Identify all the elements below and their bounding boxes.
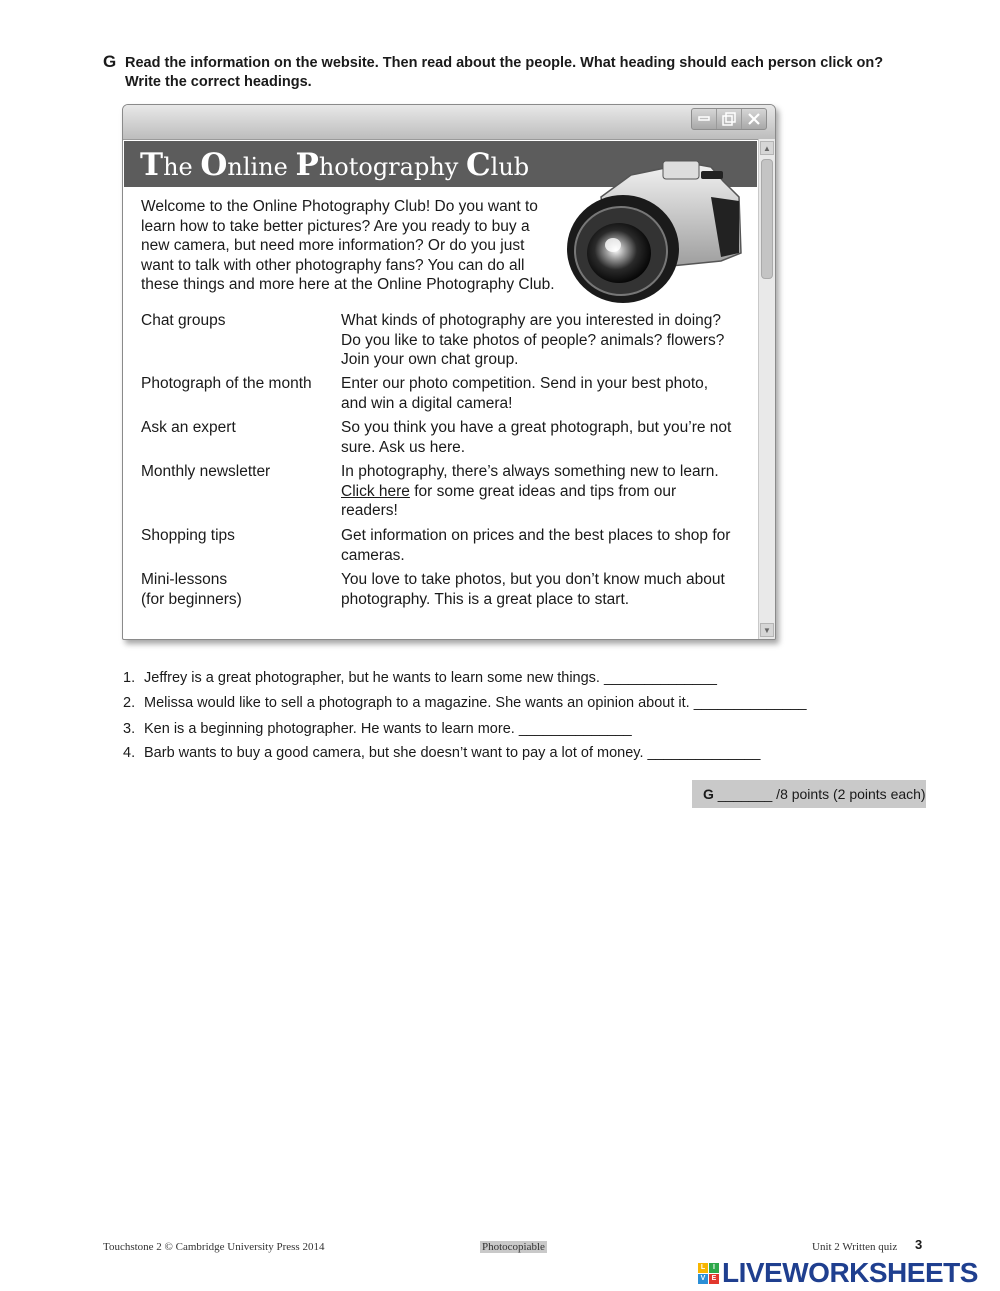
question-number: 3. — [123, 721, 136, 737]
title-part: he — [163, 153, 201, 181]
title-part: lub — [490, 153, 530, 181]
menu-heading[interactable]: Shopping tips — [141, 527, 235, 544]
maximize-icon[interactable] — [717, 109, 742, 129]
question-text: Ken is a beginning photographer. He wants to learn more. ______________ — [144, 721, 632, 737]
menu-desc-line: You love to take photos, but you don’t know much about — [341, 571, 725, 588]
vertical-scrollbar[interactable] — [758, 139, 775, 639]
menu-desc-line: What kinds of photography are you interested in doing? — [341, 312, 721, 329]
score-letter: G — [703, 786, 714, 802]
score-text: _______ /8 points (2 points each) — [713, 786, 926, 802]
close-icon[interactable] — [742, 109, 766, 129]
question-text: Melissa would like to sell a photograph to a magazine. She wants an opinion about it. ______________ — [144, 695, 807, 711]
menu-description — [341, 374, 751, 413]
footer-copyright: Touchstone 2 © Cambridge University Press 2014 — [103, 1241, 325, 1253]
question-item — [123, 695, 807, 711]
menu-desc-line: cameras. — [341, 546, 405, 564]
liveworksheets-logo — [698, 1257, 978, 1289]
menu-heading[interactable]: Photograph of the month — [141, 375, 312, 392]
camera-image — [561, 157, 745, 314]
menu-desc-line: readers! — [341, 502, 398, 520]
score-box — [692, 780, 926, 808]
menu-desc-line: Do you like to take photos of people? animals? flowers? — [341, 331, 725, 349]
intro-line: want to talk with other photography fans? You can do all — [141, 256, 525, 274]
window-controls — [691, 108, 767, 130]
title-initial: O — [200, 147, 228, 183]
menu-desc-line: So you think you have a great photograph, but you’re not — [341, 419, 732, 436]
footer-photocopiable: Photocopiable — [482, 1241, 545, 1253]
logo-block: I — [709, 1263, 719, 1273]
intro-text — [141, 197, 571, 295]
title-initial: C — [465, 147, 491, 183]
menu-desc-line: Enter our photo competition. Send in your best photo, — [341, 375, 709, 392]
menu-description — [341, 462, 751, 521]
title-initial: T — [140, 147, 164, 183]
menu-description — [341, 570, 751, 609]
scroll-thumb[interactable] — [761, 159, 773, 279]
footer-unit: Unit 2 Written quiz — [812, 1241, 898, 1253]
logo-block: E — [709, 1274, 719, 1284]
menu-description — [341, 311, 751, 370]
intro-line: these things and more here at the Online Photography Club. — [141, 276, 555, 294]
menu-heading[interactable]: Chat groups — [141, 312, 226, 329]
menu-heading[interactable] — [141, 570, 336, 609]
menu-desc-line: Get information on prices and the best places to shop for — [341, 527, 731, 544]
intro-line: Welcome to the Online Photography Club! Do you want to — [141, 198, 538, 215]
question-text: Barb wants to buy a good camera, but she doesn’t want to pay a lot of money. ______________ — [144, 745, 761, 761]
scroll-up-icon[interactable]: ▲ — [760, 141, 774, 155]
question-number: 1. — [123, 670, 136, 686]
question-number: 4. — [123, 745, 136, 761]
menu-heading[interactable]: Monthly newsletter — [141, 463, 271, 480]
menu-heading-line[interactable]: (for beginners) — [141, 590, 242, 608]
title-part: nline — [227, 153, 296, 181]
logo-block: L — [698, 1263, 708, 1273]
logo-blocks-icon — [698, 1263, 719, 1284]
browser-window — [122, 104, 776, 640]
instructions-line: Read the information on the website. Then read about the people. What heading should each person click on? — [125, 55, 884, 71]
scroll-down-icon[interactable]: ▼ — [760, 623, 774, 637]
menu-description — [341, 418, 751, 457]
menu-desc-line: photography. This is a great place to start. — [341, 590, 630, 608]
window-titlebar — [123, 105, 775, 140]
title-initial: P — [295, 147, 319, 183]
menu-desc-line: and win a digital camera! — [341, 394, 513, 412]
page-number: 3 — [915, 1237, 923, 1252]
menu-heading-line[interactable]: Mini-lessons — [141, 571, 228, 588]
section-letter: G — [103, 52, 117, 71]
question-item — [123, 670, 717, 686]
logo-text: LIVEWORKSHEETS — [722, 1257, 978, 1288]
instructions — [125, 54, 925, 92]
menu-desc-line: sure. Ask us here. — [341, 438, 466, 456]
title-part: hotography — [318, 153, 466, 181]
menu-desc-text: for some great ideas and tips from our — [409, 482, 677, 500]
menu-desc-line — [341, 482, 751, 502]
site-title — [140, 147, 529, 183]
question-text: Jeffrey is a great photographer, but he wants to learn some new things. ______________ — [144, 670, 717, 686]
menu-desc-line: Join your own chat group. — [341, 351, 519, 369]
question-item — [123, 745, 760, 761]
click-here-link[interactable]: Click here — [341, 482, 410, 500]
question-item — [123, 721, 632, 737]
instructions-line: Write the correct headings. — [125, 74, 312, 90]
logo-block: V — [698, 1274, 708, 1284]
menu-description — [341, 526, 751, 565]
menu-desc-line: In photography, there’s always something new to learn. — [341, 463, 719, 480]
question-number: 2. — [123, 695, 136, 711]
intro-line: new camera, but need more information? Or do you just — [141, 237, 525, 255]
menu-heading[interactable]: Ask an expert — [141, 419, 236, 436]
intro-line: learn how to take better pictures? Are you ready to buy a — [141, 217, 530, 235]
minimize-icon[interactable] — [692, 109, 717, 129]
